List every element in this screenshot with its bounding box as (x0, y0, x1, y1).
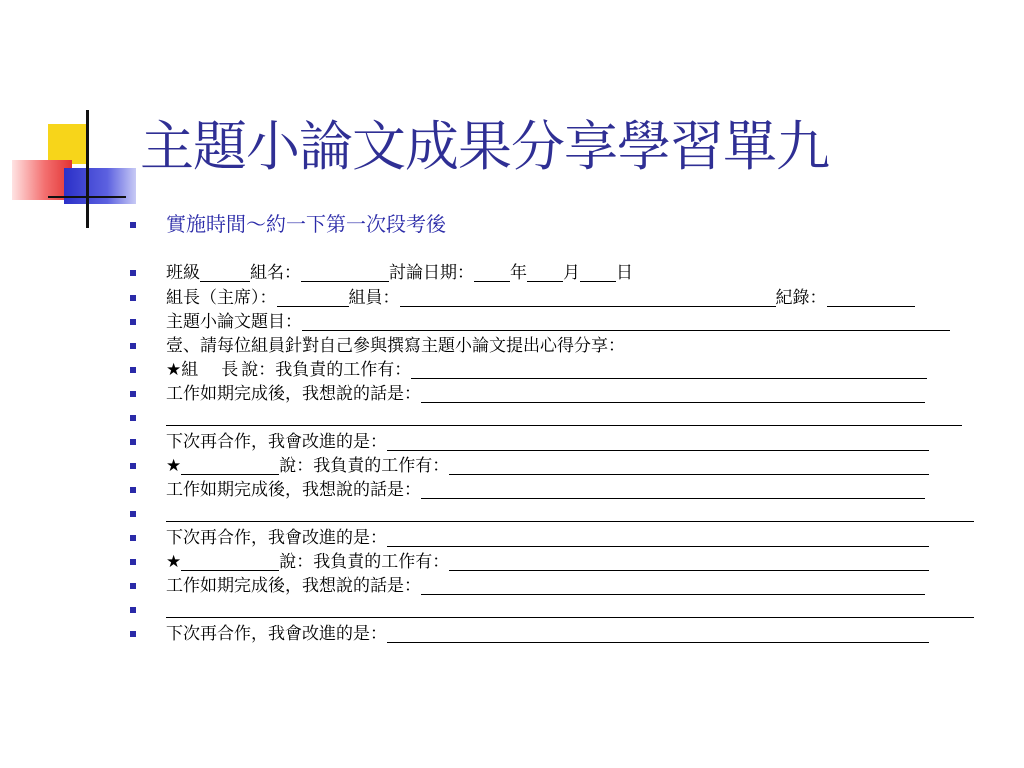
bullet (130, 439, 136, 445)
improve-blank[interactable] (387, 529, 929, 547)
work-blank[interactable] (449, 553, 929, 571)
work-label: 說：我負責的工作有： (241, 360, 412, 380)
topic-blank[interactable] (302, 313, 950, 331)
leader-blank[interactable] (277, 289, 349, 307)
month-blank[interactable] (527, 264, 563, 282)
year-label: 年 (510, 263, 527, 283)
day-label: 日 (616, 263, 633, 283)
star-icon: ★ (166, 552, 182, 572)
completion-line (166, 479, 925, 501)
bullet (130, 415, 136, 421)
member-work-line (166, 551, 929, 573)
work-blank[interactable] (411, 361, 927, 379)
improve-blank[interactable] (387, 433, 929, 451)
bullet (130, 631, 136, 637)
bullet (130, 343, 136, 349)
bullet (130, 319, 136, 325)
leader-work-line (166, 359, 927, 381)
bullet (130, 367, 136, 373)
blank-line[interactable] (166, 425, 962, 426)
subtitle: 實施時間～約一下第一次段考後 (166, 212, 446, 236)
improve-blank[interactable] (387, 625, 929, 643)
name-blank[interactable] (181, 457, 279, 475)
bullet (130, 295, 136, 301)
bullet (130, 270, 136, 276)
decor-blue-square (64, 168, 136, 204)
bullet (130, 535, 136, 541)
decor-vertical-line (86, 110, 89, 228)
day-blank[interactable] (580, 264, 616, 282)
slide-title: 主題小論文成果分享學習單九 (140, 115, 829, 178)
improve-label: 下次再合作，我會改進的是： (166, 432, 387, 452)
star-icon: ★ (166, 456, 182, 476)
blank-line[interactable] (166, 617, 974, 618)
completion-line (166, 575, 925, 597)
improve-line (166, 527, 929, 549)
improve-label: 下次再合作，我會改進的是： (166, 528, 387, 548)
role-label: 組 長 (181, 360, 242, 380)
name-blank[interactable] (181, 553, 279, 571)
bullet (130, 583, 136, 589)
class-blank[interactable] (200, 264, 250, 282)
intro-line: 壹、請每位組員針對自己參與撰寫主題小論文提出心得分享： (166, 336, 625, 356)
completion-label: 工作如期完成後，我想說的話是： (166, 480, 421, 500)
bullet (130, 487, 136, 493)
completion-line (166, 383, 925, 405)
member-label: 組員： (348, 288, 400, 308)
work-label: 說：我負責的工作有： (279, 456, 450, 476)
roles-line (166, 287, 915, 309)
class-label: 班級 (166, 263, 200, 283)
member-blank[interactable] (400, 289, 776, 307)
improve-line (166, 431, 929, 453)
work-blank[interactable] (449, 457, 929, 475)
topic-label: 主題小論文題目： (166, 312, 302, 332)
year-blank[interactable] (474, 264, 510, 282)
decor-red-square (12, 160, 72, 200)
topic-line (166, 311, 950, 333)
group-label: 組名： (250, 263, 301, 283)
date-label: 討論日期： (389, 263, 474, 283)
month-label: 月 (563, 263, 580, 283)
bullet (130, 391, 136, 397)
bullet (130, 559, 136, 565)
decor-yellow-square (48, 124, 88, 164)
recorder-blank[interactable] (827, 289, 915, 307)
improve-label: 下次再合作，我會改進的是： (166, 624, 387, 644)
star-icon: ★ (166, 360, 182, 380)
completion-blank[interactable] (421, 385, 925, 403)
improve-line (166, 623, 929, 645)
bullet (130, 222, 136, 228)
bullet (130, 511, 136, 517)
group-blank[interactable] (301, 264, 389, 282)
leader-label: 組長（主席）： (166, 288, 277, 308)
class-info-line (166, 262, 633, 284)
bullet (130, 607, 136, 613)
decor-horizontal-line (48, 196, 126, 198)
bullet (130, 463, 136, 469)
completion-blank[interactable] (421, 481, 925, 499)
completion-label: 工作如期完成後，我想說的話是： (166, 576, 421, 596)
completion-label: 工作如期完成後，我想說的話是： (166, 384, 421, 404)
work-label: 說：我負責的工作有： (279, 552, 450, 572)
completion-blank[interactable] (421, 577, 925, 595)
blank-line[interactable] (166, 521, 974, 522)
recorder-label: 紀錄： (775, 288, 827, 308)
member-work-line (166, 455, 929, 477)
